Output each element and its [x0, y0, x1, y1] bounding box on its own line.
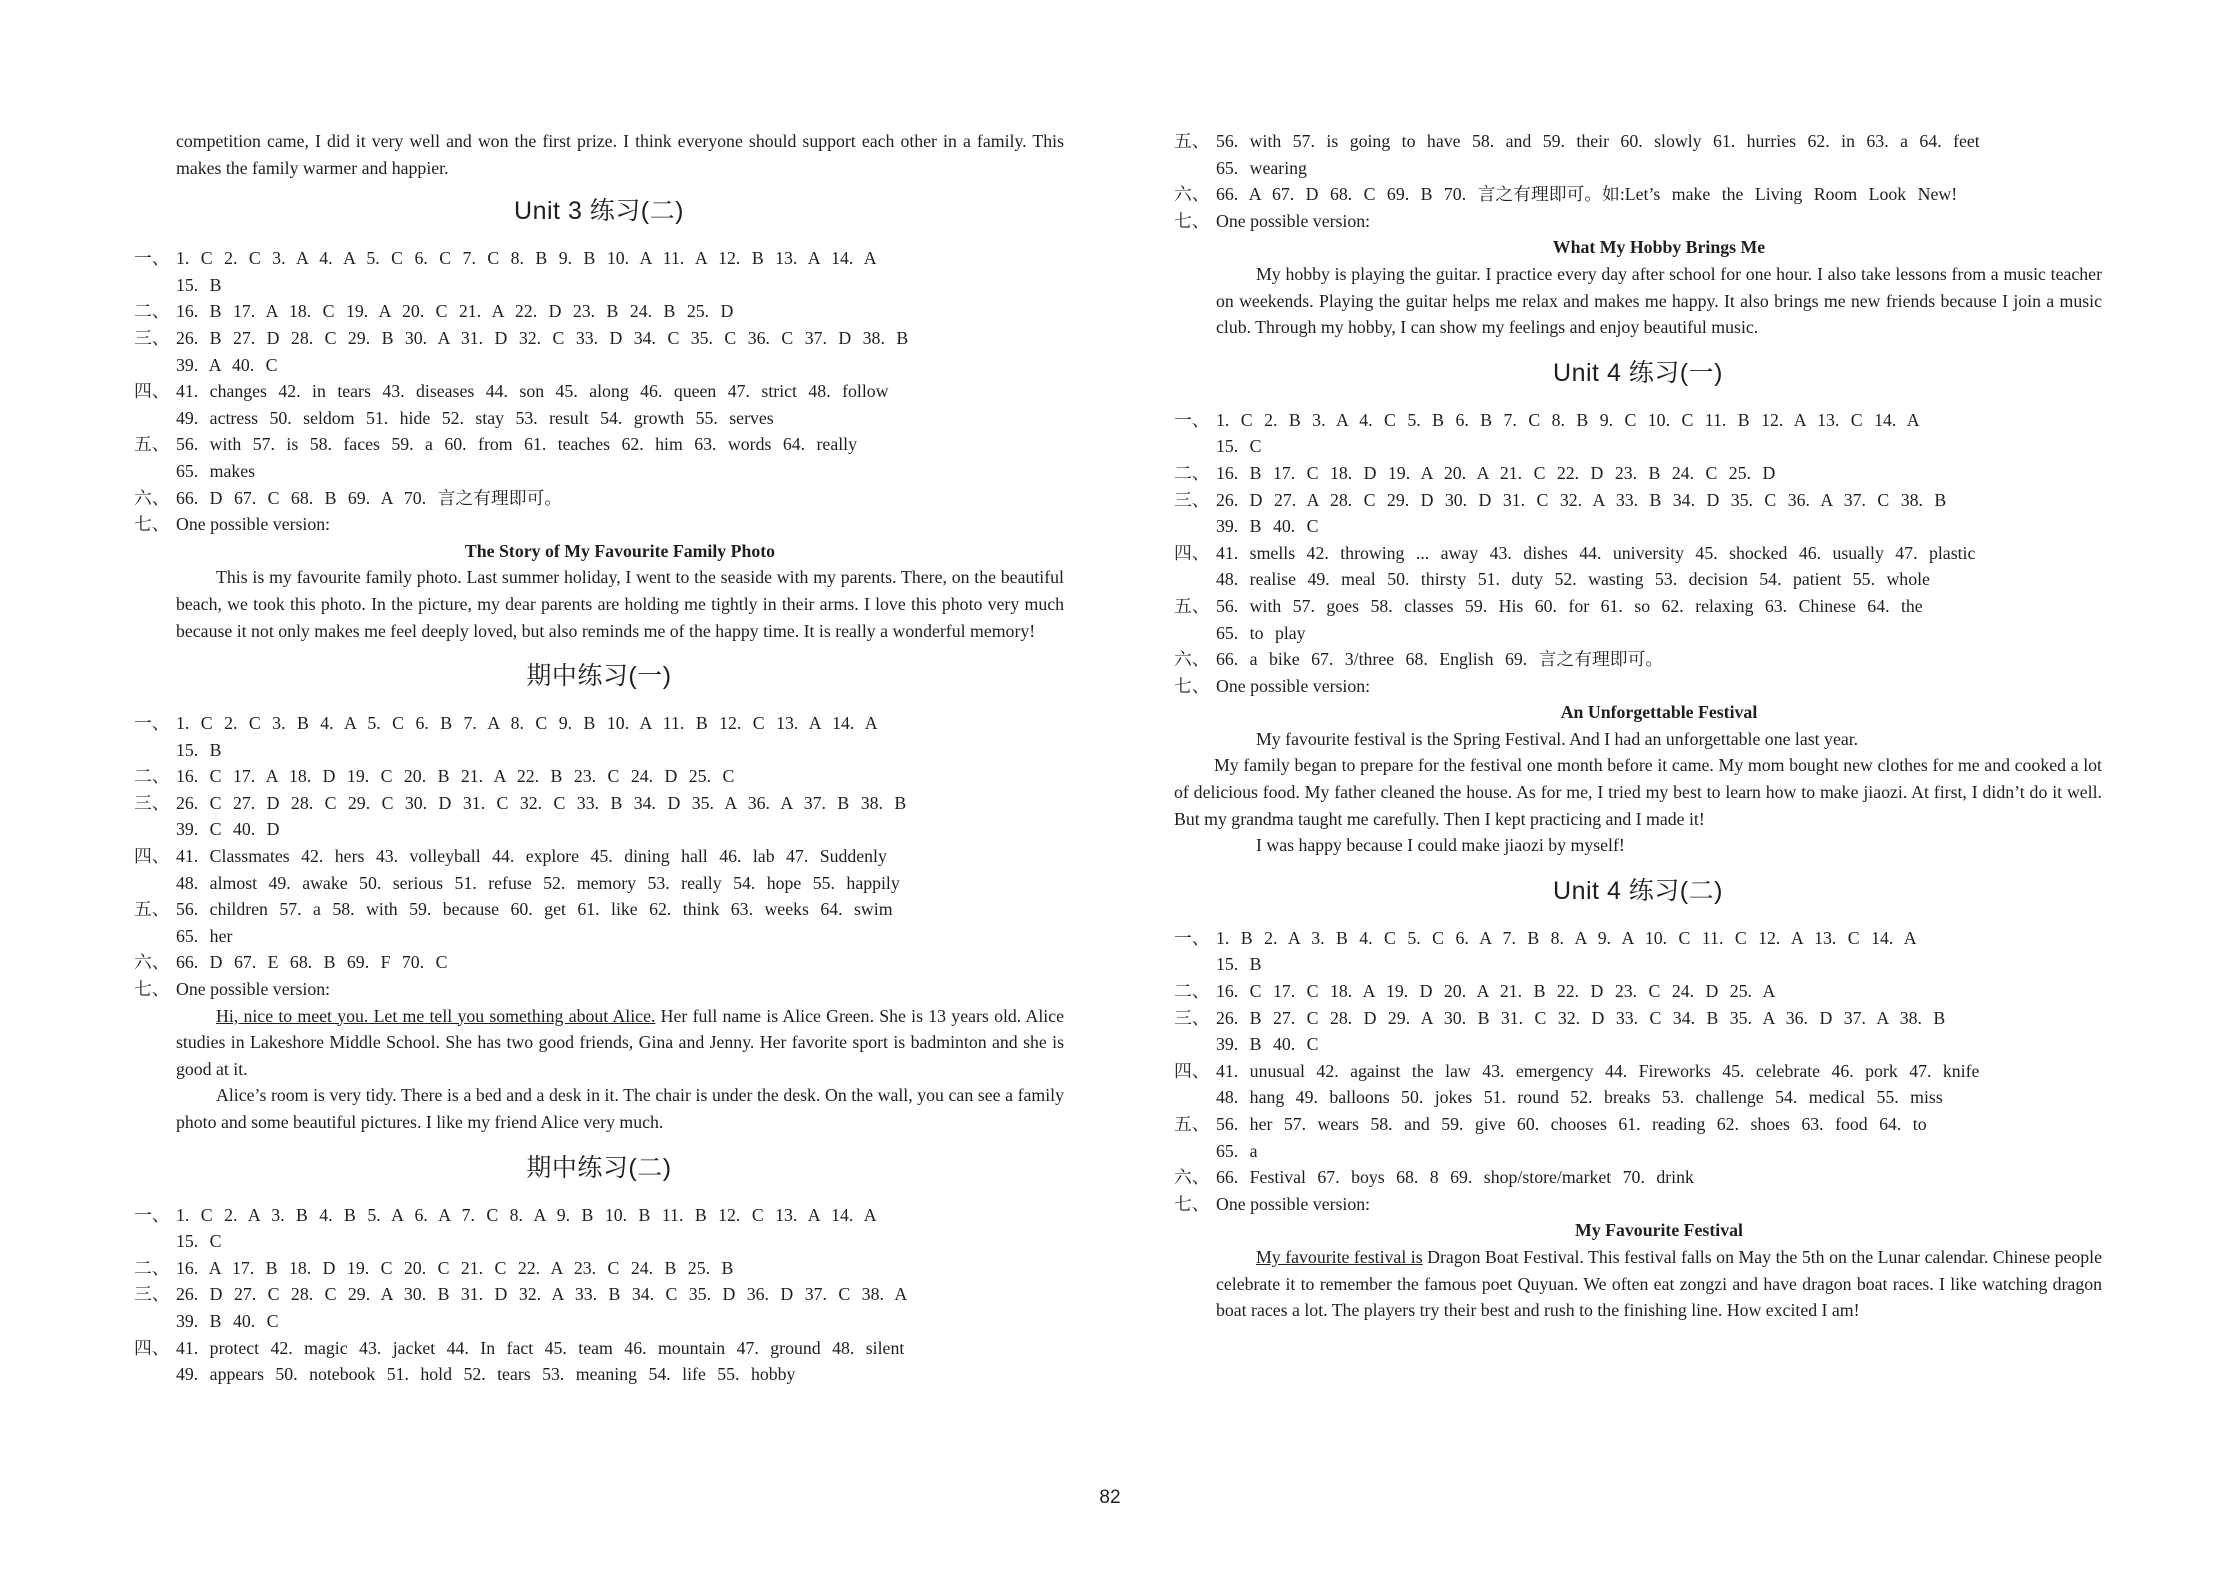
section-unit4-practice2	[1174, 873, 2102, 1324]
section-heading: Unit 4 练习(一)	[1553, 358, 1723, 387]
essay-paragraph: My hobby is playing the guitar. I practice every day after school for one hour. I also take lessons from a music teacher on weekends. Playing the guitar helps me relax and makes me happy. It also brings me new friends because I join a music club. Through my hobby, I can show my feelings and enjoy beautiful music.	[1216, 263, 2102, 338]
answer-row: 三、 26. B 27. D 28. C 29. B 30. A 31. D 32. C 33. D 34. C 35. C 36. C 37. D 38. B	[134, 327, 909, 348]
essay-paragraph: Alice’s room is very tidy. There is a bed and a desk in it. The chair is under the desk. On the wall, you can see a family photo and some beautiful pictures. I like my friend Alice very much.	[176, 1085, 1064, 1132]
answer-row: 49. actress 50. seldom 51. hide 52. stay 53. result 54. growth 55. serves	[176, 407, 774, 428]
essay-title: My Favourite Festival	[1575, 1220, 1743, 1241]
answer-row: 六、 66. a bike 67. 3/three 68. English 69. 言之有理即可。	[1174, 649, 1664, 670]
section-unit3-practice2	[134, 193, 1064, 644]
section-heading: Unit 3 练习(二)	[514, 197, 684, 226]
answer-row: 15. B	[1216, 954, 1262, 975]
answer-row: 四、 41. changes 42. in tears 43. diseases 44. son 45. along 46. queen 47. strict 48. follow	[134, 381, 889, 402]
essay-paragraph: This is my favourite family photo. Last summer holiday, I went to the seaside with my parents. There, on the beautiful beach, we took this photo. In the picture, my dear parents are holding me tightly in their arms. I love this photo very much because it not only makes me feel deeply loved, but also reminds me of the happy time. It is really a wonderful memory!	[176, 567, 1064, 641]
answer-row: 48. realise 49. meal 50. thirsty 51. duty 52. wasting 53. decision 54. patient 55. whole	[1216, 569, 1930, 590]
answer-row: 六、 66. D 67. C 68. B 69. A 70. 言之有理即可。	[134, 487, 563, 508]
answer-row: 48. hang 49. balloons 50. jokes 51. round 52. breaks 53. challenge 54. medical 55. miss	[1216, 1087, 1943, 1108]
answer-row: 七、 One possible version:	[1174, 1193, 1371, 1214]
answer-row: 39. B 40. C	[1216, 516, 1319, 537]
essay-paragraph: Hi, nice to meet you. Let me tell you something about Alice. Her full name is Alice Green. She is 13 years old. Alice studies in Lakeshore Middle School. She has two good friends, Gina and Jenny. Her favorite sport is badminton and she is good at it.	[176, 1005, 1065, 1079]
answer-row: 15. C	[1216, 436, 1262, 457]
answer-row: 65. her	[176, 925, 233, 946]
answer-row: 49. appears 50. notebook 51. hold 52. tears 53. meaning 54. life 55. hobby	[176, 1364, 796, 1385]
answer-row: 三、 26. C 27. D 28. C 29. C 30. D 31. C 32. C 33. B 34. D 35. A 36. A 37. B 38. B	[134, 792, 907, 813]
essay-paragraph: My family began to prepare for the festival one month before it came. My mom bought new clothes for me and cooked a lot of delicious food. My father cleaned the house. As for me, I tried my best to learn how to make jiaozi. At first, I didn’t do it well. But my grandma taught me carefully. Then I kept practicing and I made it!	[1174, 755, 2102, 829]
answer-row: 65. makes	[176, 460, 256, 481]
answer-row: 39. A 40. C	[176, 354, 278, 375]
answer-row: 二、 16. C 17. C 18. A 19. D 20. A 21. B 22. D 23. C 24. D 25. A	[1174, 981, 1776, 1002]
answer-row: 15. C	[176, 1231, 222, 1252]
answer-row: 七、 One possible version:	[134, 514, 331, 535]
answer-row: 65. to play	[1216, 622, 1306, 643]
section-continued	[1174, 128, 2102, 341]
answer-row: 二、 16. C 17. A 18. D 19. C 20. B 21. A 22. B 23. C 24. D 25. C	[134, 766, 735, 787]
answer-row: 65. a	[1216, 1140, 1258, 1161]
section-heading: 期中练习(一)	[526, 662, 672, 691]
answer-row: 四、 41. Classmates 42. hers 43. volleyball 44. explore 45. dining hall 46. lab 47. Suddenly	[134, 846, 887, 867]
section-midterm-practice1	[134, 658, 1064, 1136]
answer-row: 二、 16. B 17. C 18. D 19. A 20. A 21. C 22. D 23. B 24. C 25. D	[1174, 462, 1776, 483]
essay-paragraph: My favourite festival is the Spring Festival. And I had an unforgettable one last year.	[1256, 728, 1859, 749]
answer-row: 三、 26. D 27. C 28. C 29. A 30. B 31. D 32. A 33. B 34. C 35. D 36. D 37. C 38. A	[134, 1284, 908, 1305]
answer-row: 七、 One possible version:	[134, 979, 331, 1000]
answer-row: 一、 1. C 2. C 3. B 4. A 5. C 6. B 7. A 8. C 9. B 10. A 11. B 12. C 13. A 14. A	[134, 713, 878, 734]
page-number: 82	[1099, 1487, 1121, 1508]
answer-row: 65. wearing	[1216, 157, 1307, 178]
essay-title: What My Hobby Brings Me	[1552, 237, 1766, 258]
answer-row: 七、 One possible version:	[1174, 675, 1371, 696]
answer-row: 39. B 40. C	[1216, 1034, 1319, 1055]
answer-row: 六、 66. Festival 67. boys 68. 8 69. shop/store/market 70. drink	[1174, 1167, 1694, 1188]
answer-row: 四、 41. unusual 42. against the law 43. emergency 44. Fireworks 45. celebrate 46. pork 47. knife	[1174, 1060, 1980, 1081]
answer-row: 一、 1. C 2. A 3. B 4. B 5. A 6. A 7. C 8. A 9. B 10. B 11. B 12. C 13. A 14. A	[134, 1204, 877, 1225]
previous-essay-ending: competition came, I did it very well and won the first prize. I think everyone should support each other in a family. This makes the family warmer and happier.	[176, 131, 1064, 178]
answer-row: 五、 56. with 57. goes 58. classes 59. His 60. for 61. so 62. relaxing 63. Chinese 64. the	[1174, 595, 1923, 616]
section-unit4-practice1	[1174, 355, 2102, 859]
answer-row: 五、 56. with 57. is going to have 58. and 59. their 60. slowly 61. hurries 62. in 63. a 64. feet	[1174, 131, 1980, 151]
answer-row: 三、 26. B 27. C 28. D 29. A 30. B 31. C 32. D 33. C 34. B 35. A 36. D 37. A 38. B	[1174, 1007, 1946, 1028]
essay-paragraph: I was happy because I could make jiaozi by myself!	[1256, 835, 1625, 856]
answer-row: 五、 56. her 57. wears 58. and 59. give 60. chooses 61. reading 62. shoes 63. food 64. to	[1174, 1114, 1927, 1134]
answer-row: 一、 1. C 2. C 3. A 4. A 5. C 6. C 7. C 8. B 9. B 10. A 11. A 12. B 13. A 14. A	[134, 248, 877, 269]
answer-row: 15. B	[176, 739, 222, 760]
answer-row: 四、 41. smells 42. throwing ... away 43. dishes 44. university 45. shocked 46. usually 47. plastic	[1174, 542, 1976, 563]
answer-row: 一、 1. B 2. A 3. B 4. C 5. C 6. A 7. B 8. A 9. A 10. C 11. C 12. A 13. C 14. A	[1174, 927, 1917, 948]
answer-row: 五、 56. with 57. is 58. faces 59. a 60. from 61. teaches 62. him 63. words 64. really	[134, 434, 857, 455]
section-heading: 期中练习(二)	[526, 1153, 672, 1182]
section-heading: Unit 4 练习(二)	[1553, 876, 1723, 905]
answer-row: 六、 66. D 67. E 68. B 69. F 70. C	[134, 952, 448, 973]
answer-row: 39. C 40. D	[176, 819, 280, 840]
section-midterm-practice2	[134, 1150, 1064, 1388]
answer-row: 15. B	[176, 274, 222, 295]
answer-row: 三、 26. D 27. A 28. C 29. D 30. D 31. C 32. A 33. B 34. D 35. C 36. A 37. C 38. B	[1174, 489, 1947, 510]
right-column	[1174, 128, 2102, 1324]
essay-paragraph: My favourite festival is Dragon Boat Festival. This festival falls on May the 5th on the Lunar calendar. Chinese people celebrate it to remember the famous poet Quyuan. We often eat zongzi and have dragon boat races. I like watching dragon boat races a lot. The players try their best and rush to the finishing line. How excited I am!	[1216, 1246, 2102, 1321]
answer-row: 六、 66. A 67. D 68. C 69. B 70. 言之有理即可。如:Let’s make the Living Room Look New!	[1174, 184, 1958, 205]
left-column	[134, 128, 1064, 1388]
answer-row: 五、 56. children 57. a 58. with 59. because 60. get 61. like 62. think 63. weeks 64. swim	[134, 899, 893, 920]
answer-row: 四、 41. protect 42. magic 43. jacket 44. In fact 45. team 46. mountain 47. ground 48. silent	[134, 1337, 905, 1358]
answer-row: 39. B 40. C	[176, 1310, 279, 1331]
answer-row: 48. almost 49. awake 50. serious 51. refuse 52. memory 53. really 54. hope 55. happily	[176, 872, 900, 893]
answer-row: 二、 16. B 17. A 18. C 19. A 20. C 21. A 22. D 23. B 24. B 25. D	[134, 301, 734, 322]
answer-row: 七、 One possible version:	[1174, 210, 1371, 231]
essay-title: An Unforgettable Festival	[1560, 702, 1758, 723]
answer-row: 二、 16. A 17. B 18. D 19. C 20. C 21. C 22. A 23. C 24. B 25. B	[134, 1257, 734, 1278]
essay-title: The Story of My Favourite Family Photo	[464, 540, 776, 561]
answer-row: 一、 1. C 2. B 3. A 4. C 5. B 6. B 7. C 8. B 9. C 10. C 11. B 12. A 13. C 14. A	[1174, 409, 1920, 430]
